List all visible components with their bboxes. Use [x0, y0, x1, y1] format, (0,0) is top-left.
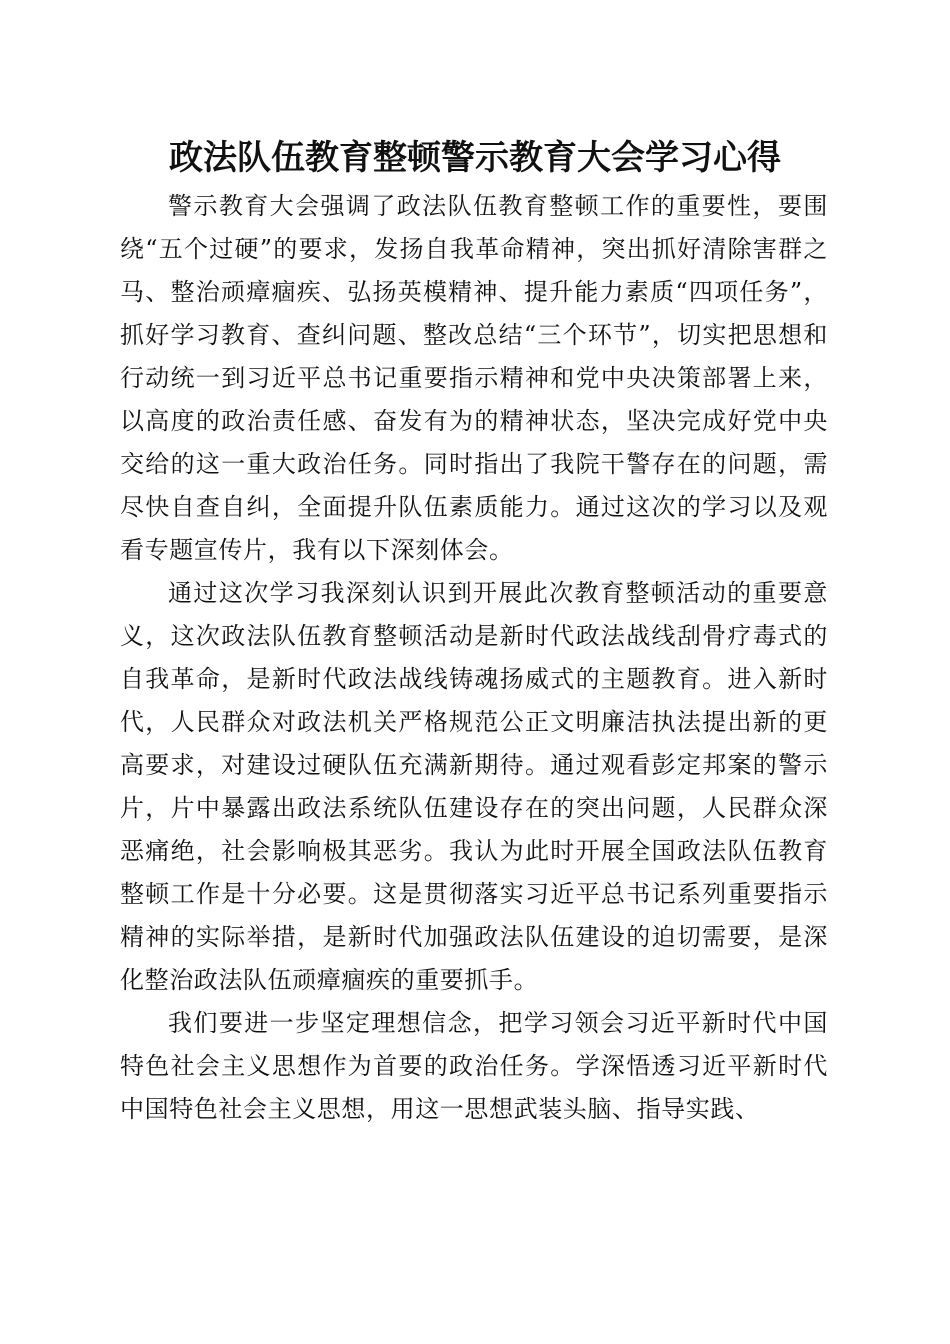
- paragraph-2: 通过这次学习我深刻认识到开展此次教育整顿活动的重要意义，这次政法队伍教育整顿活动是新时代政法战线刮骨疗毒式的自我革命，是新时代政法战线铸魂扬威式的主题教育。进入新时代，人民群众对政法机关严格规范公正文明廉洁执法提出新的更高要求，对建设过硬队伍充满新期待。通过观看彭定邦案的警示片，片中暴露出政法系统队伍建设存在的突出问题，人民群众深恶痛绝，社会影响极其恶劣。我认为此时开展全国政法队伍教育整顿工作是十分必要。这是贯彻落实习近平总书记系列重要指示精神的实际举措，是新时代加强政法队伍建设的迫切需要，是深化整治政法队伍顽瘴痼疾的重要抓手。: [120, 579, 828, 994]
- document-title: 政法队伍教育整顿警示教育大会学习心得: [169, 138, 781, 178]
- paragraph-3: 我们要进一步坚定理想信念，把学习领会习近平新时代中国特色社会主义思想作为首要的政治任务。学深悟透习近平新时代中国特色社会主义思想，用这一思想武装头脑、指导实践、: [120, 1009, 828, 1123]
- document-body: [120, 185, 828, 1131]
- paragraph-1: 警示教育大会强调了政法队伍教育整顿工作的重要性，要围绕“五个过硬”的要求，发扬自我革命精神，突出抓好清除害群之马、整治顽瘴痼疾、弘扬英模精神、提升能力素质“四项任务”，抓好学习教育、查纠问题、整改总结“三个环节”，切实把思想和行动统一到习近平总书记重要指示精神和党中央决策部署上来，以高度的政治责任感、奋发有为的精神状态，坚决完成好党中央交给的这一重大政治任务。同时指出了我院干警存在的问题，需尽快自查自纠，全面提升队伍素质能力。通过这次的学习以及观看专题宣传片，我有以下深刻体会。: [120, 192, 828, 564]
